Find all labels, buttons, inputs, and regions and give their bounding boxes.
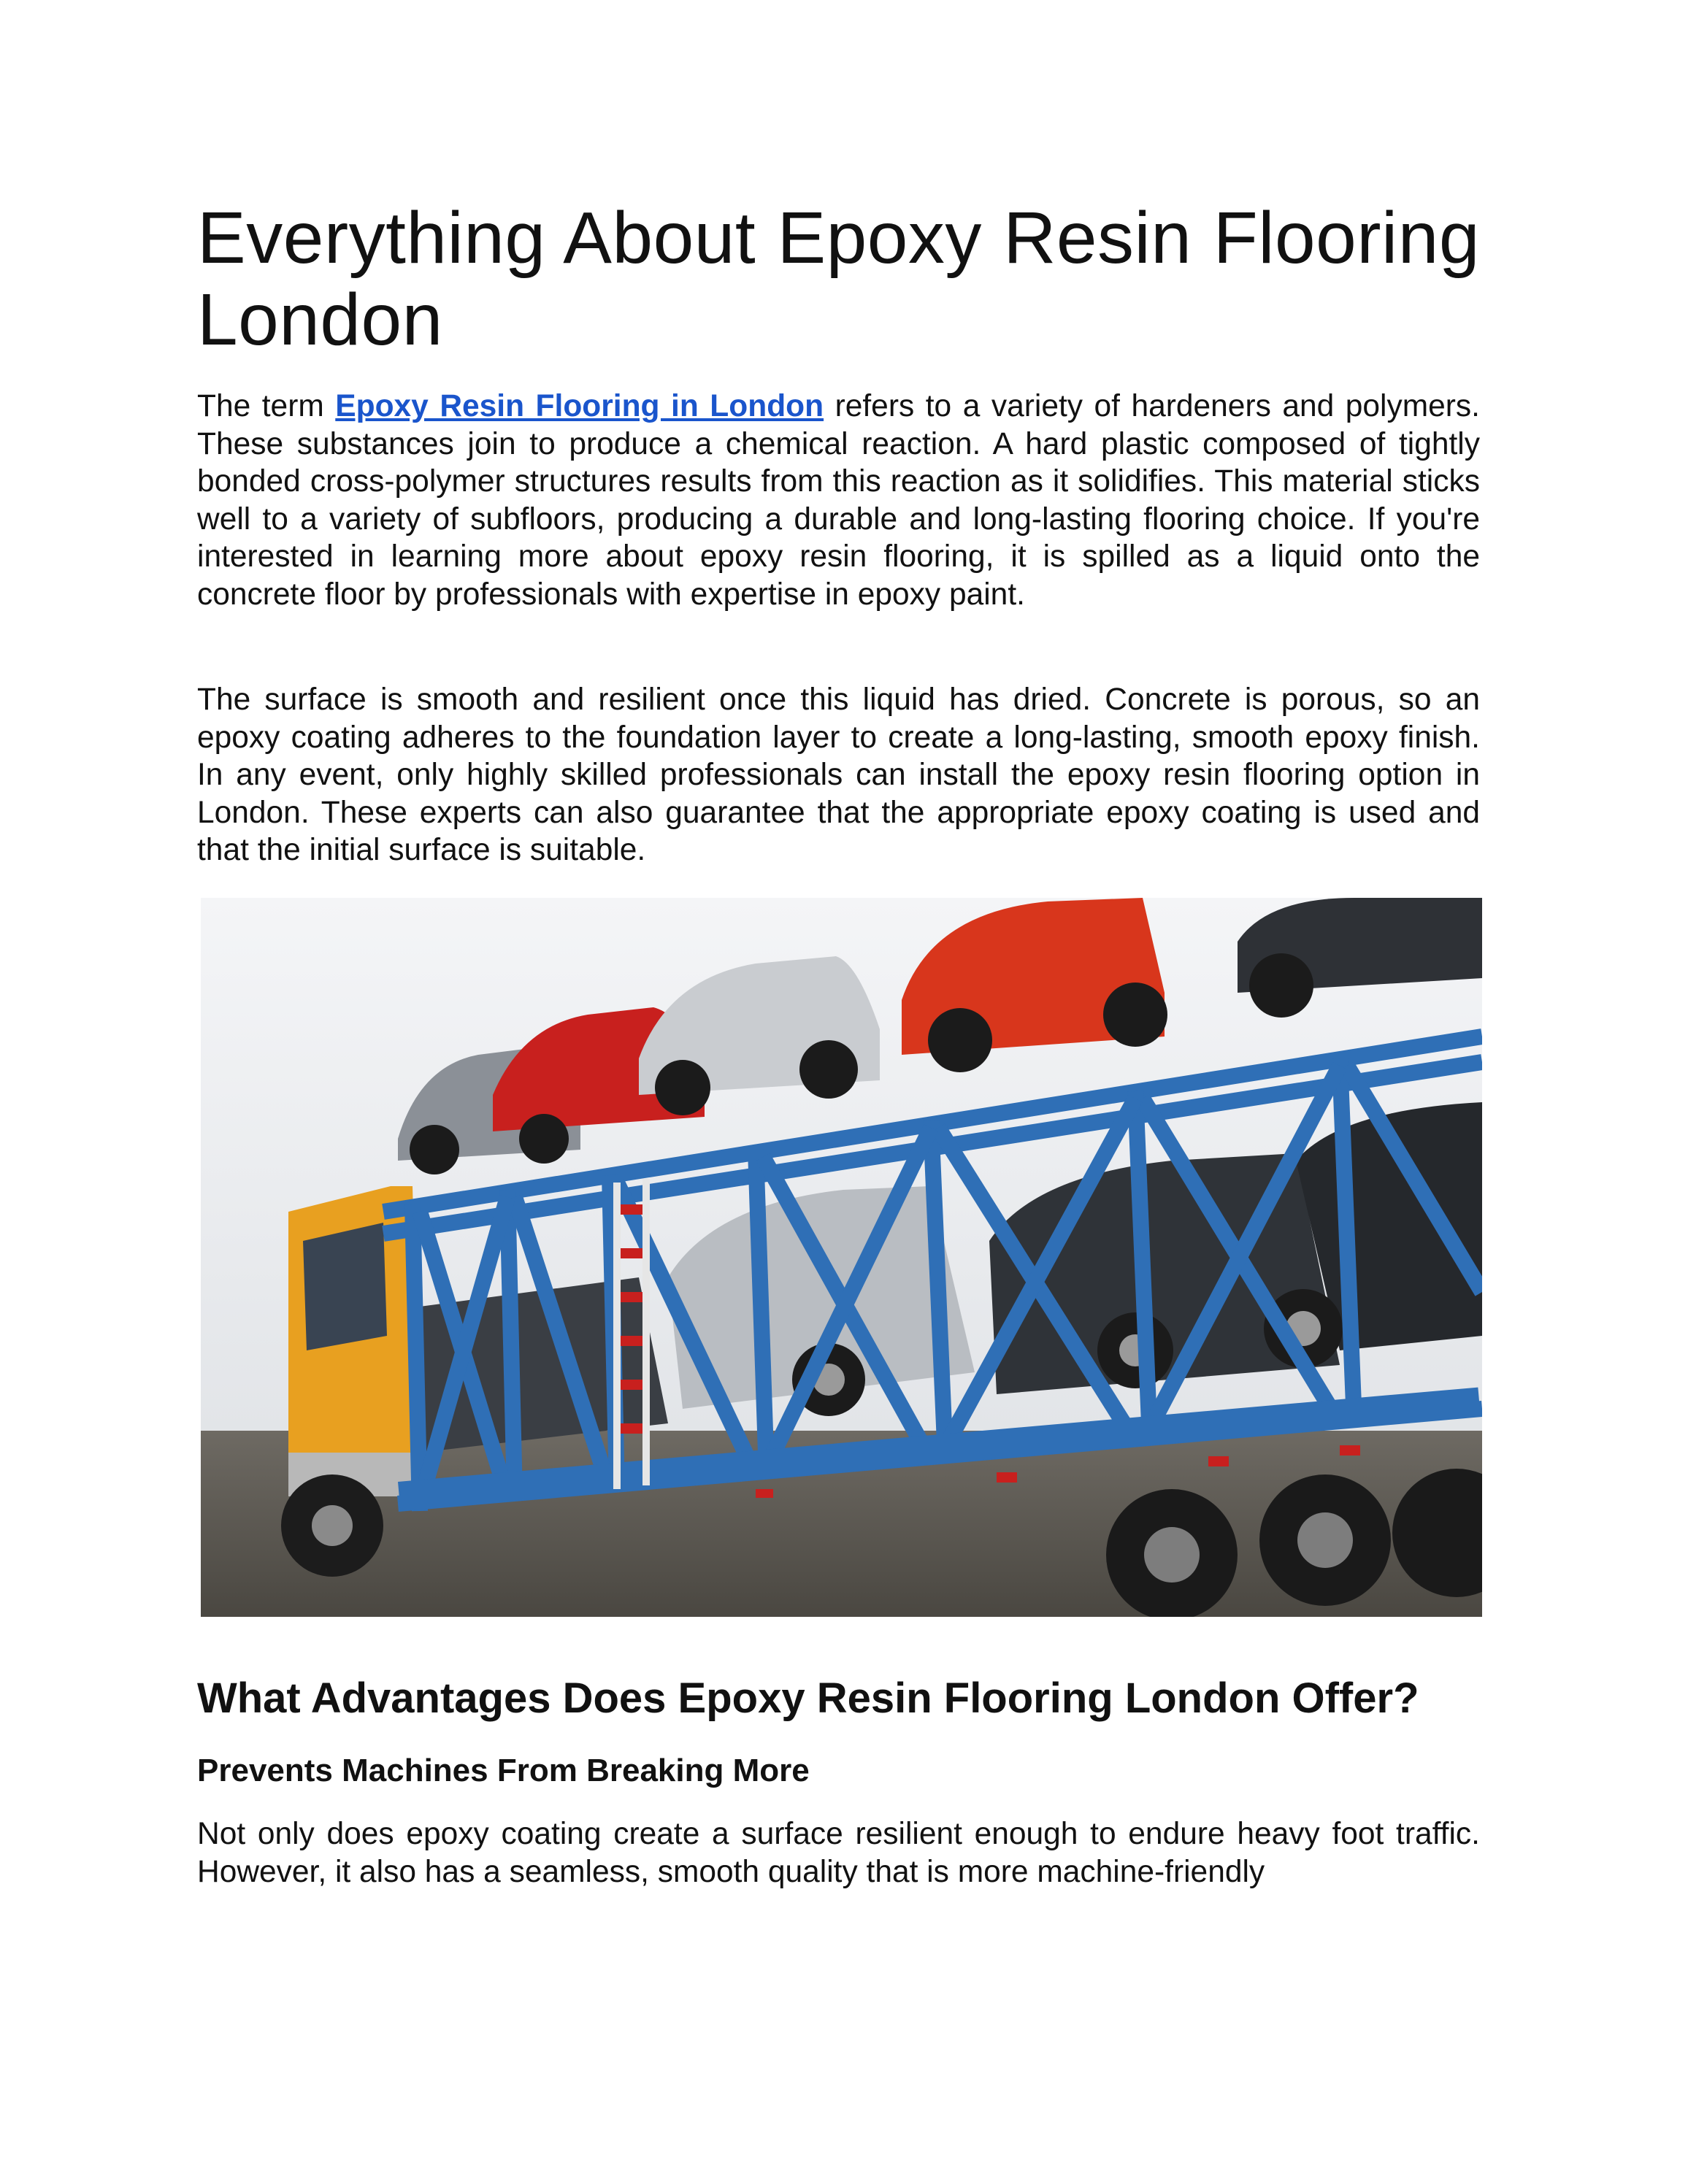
intro-paragraph — [197, 388, 1480, 613]
section-heading: What Advantages Does Epoxy Resin Flooring London Offer? — [197, 1674, 1419, 1722]
intro-text-end: refers to a variety of hardeners and polymers. These substances join to produce a chemical reaction. A hard plastic composed of tightly bonded cross-polymer structures results from this reaction as it solidifies. This material sticks well to a variety of subfloors, producing a durable and long-lasting flooring choice. If you're interested in learning more about epoxy resin flooring, it is spilled as a liquid onto the concrete floor by professionals with expertise in epoxy paint. — [197, 389, 1480, 612]
epoxy-resin-flooring-link[interactable]: Epoxy Resin Flooring in London — [335, 389, 824, 423]
page-title: Everything About Epoxy Resin Flooring London — [197, 197, 1480, 361]
car-transporter-photo — [201, 898, 1482, 1617]
subheading: Prevents Machines From Breaking More — [197, 1753, 810, 1788]
intro-text-start: The term — [197, 389, 336, 423]
body-paragraph-3: Not only does epoxy coating create a surface resilient enough to endure heavy foot traffic. However, it also has a seamless, smooth quality that is more machine-friendly — [197, 1817, 1480, 1889]
body-paragraph-2: The surface is smooth and resilient once this liquid has dried. Concrete is porous, so an epoxy coating adheres to the foundation layer to create a long-lasting, smooth epoxy finish. In any event, only highly skilled professionals can install the epoxy resin flooring option in London. These experts can also guarantee that the appropriate epoxy coating is used and that the initial surface is suitable. — [197, 682, 1480, 867]
